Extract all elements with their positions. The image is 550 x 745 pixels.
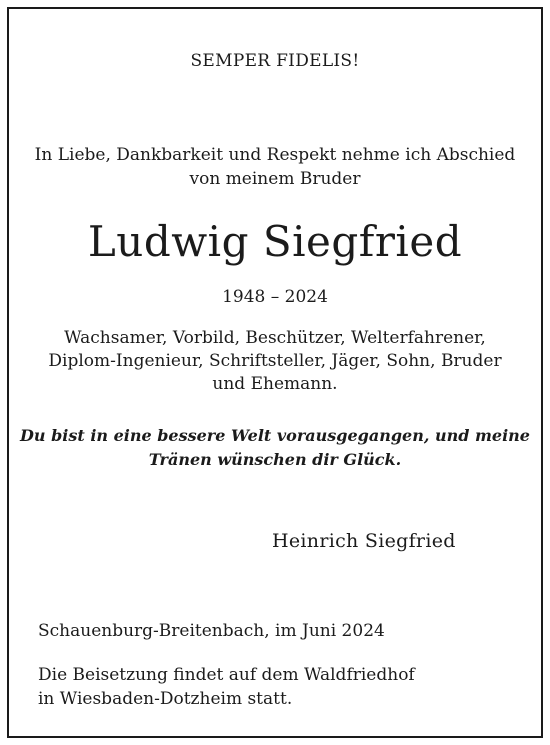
burial-line: Die Beisetzung findet auf dem Waldfriedhof [38,665,415,685]
intro-text [20,143,530,191]
description-line: und Ehemann. [212,374,338,394]
motto: SEMPER FIDELIS! [190,51,360,71]
intro-line: In Liebe, Dankbarkeit und Respekt nehme ich Abschied [34,145,516,165]
burial-info [38,663,530,711]
signature: Heinrich Siegfried [272,530,456,552]
quote-line: Du bist in eine bessere Welt vorausgegangen, und meine [20,426,530,445]
description-line: Wachsamer, Vorbild, Beschützer, Welterfahrener, [64,328,486,348]
life-years: 1948 – 2024 [222,287,328,307]
quote-line: Tränen wünschen dir Glück. [148,450,402,469]
farewell-quote [20,424,530,472]
burial-line: in Wiesbaden-Dotzheim statt. [38,689,293,709]
description [30,327,520,396]
description-line: Diplom-Ingenieur, Schriftsteller, Jäger, Sohn, Bruder [48,351,502,371]
deceased-name: Ludwig Siegfried [87,217,463,266]
intro-line: von meinem Bruder [189,169,361,189]
place-date: Schauenburg-Breitenbach, im Juni 2024 [38,621,385,641]
